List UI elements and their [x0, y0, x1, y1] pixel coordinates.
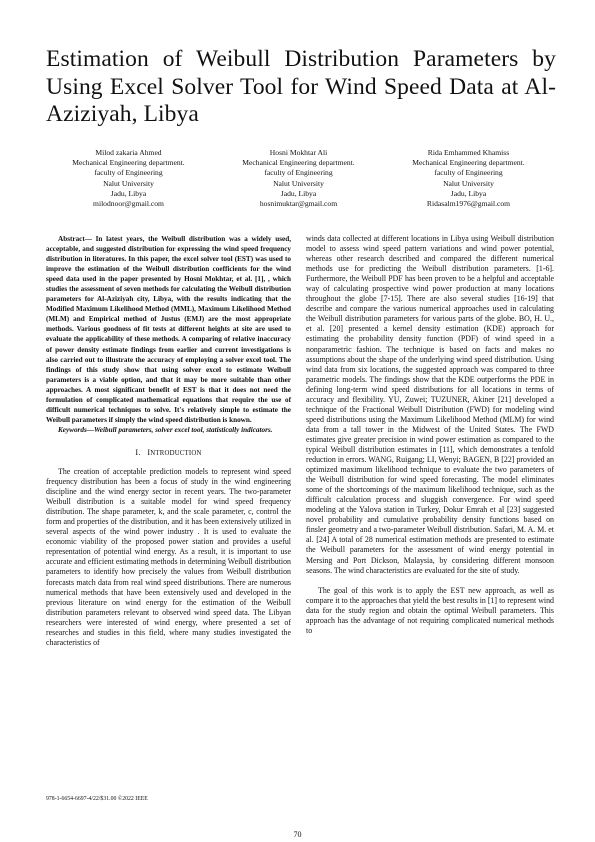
author-name: Hosni Mokhtar Ali — [269, 148, 328, 157]
author-faculty: faculty of Engineering — [264, 168, 333, 178]
author-email: hosnimuktar@gmail.com — [259, 199, 338, 209]
author-department: Mechanical Engineering department. — [412, 158, 525, 168]
author-location: Jadu, Libya — [110, 188, 147, 198]
body-paragraph: winds data collected at different locations in Libya using Weibull distribution model to assess wind speed pattern variations and wind power potential, whereas other research described and compared the different numerical methods use for predicting the Weibull distribution parameters. [1-6]. Furthermore, the Weibull PDF has been proven to be a helpful and acceptable way of calculating prospective wind power production at many locations throughout the globe [7-15]. There are also several studies [16-19] that describe and compare the various numerical approaches used in calculating the Weibull distribution parameters for various parts of the globe. BO, H. U., et al. [20] presented a kernel density estimation (KDE) approach for estimating the probability density function (PDF) of wind speed in a nonparametric fashion. The technique is based on facts and makes no assumptions about the shape of the underlying wind speed distribution. Using wind data from six locations, the suggested approach was compared to three parametric models. The findings show that the KDE outperforms the PDE in defining long-term wind speed distributions for all locations in terms of accuracy and flexibility. YU, Zuwei; TUZUNER, Akiner [21] developed a technique of the Fractional Weibull Distribution (FWD) for modeling wind speed distributions using the Maximum Likelihood Method (MLM) for wind data from a tall tower in the Midwest of the United States. The FWD estimates give greater precision in wind power estimation as compared to the typical Weibull distribution estimates in [11], which demonstrates a tenfold reduction in errors. WANG, Ruigang; LI, Wenyi; BAGEN, B [22] provided an optimized maximum likelihood technique to evaluate the two parameters of the Weibull distribution for wind speed forecasting. The model eliminates some of the shortcomings of the maximum likelihood technique, such as the difficult calculation process and sluggish convergence. For wind speed modeling at the Yalova station in Turkey, Dokur Emrah et al [23] suggested novel probability and cumulative probability density functions based on finsler geometry and a two-parameter Weibull distribution. Safari, M. A. M. et al. [24] A total of 28 numerical estimation methods are presented to estimate the Weibull parameters for the assessment of wind energy potential in Mersing and Port Dickson, Malaysia, by considering different monsoon seasons. The wind characteristics are evaluated for the site of study. — [306, 234, 554, 575]
keywords: Keywords—Weibull parameters, solver excel tool, statistically indicators. — [58, 425, 273, 434]
author-email: Ridasalm1976@gmail.com — [426, 199, 511, 209]
section-title-rest: NTRODUCTION — [150, 449, 202, 457]
introduction-paragraph: The creation of acceptable prediction models to represent wind speed frequency distribution has been a focus of study in the wind engineering discipline and the wind energy sector in recent years. The two-parameter Weibull distribution is a suitable model for wind speed frequency distribution. The shape parameter, k, and the scale parameter, c, control the form and properties of the distribution, and it has been extensively utilized in several aspects of the wind power industry . It is used to evaluate the economic viability of the proposed power station and provides a useful representation of potential wind energy. As a result, it is important to use accurate and efficient estimating methods in determining Weibull distribution parameters to identify how precisely the values from Weibull distribution forecasts match data from real wind speed distributions. There are numerous numerical methods that have been extensively used and developed in the previous literature on wind energy for the estimation of the Weibull distribution parameters relevant to observed wind speed data. The Libyan researchers were interested of wind energy, where presented a set of researches and studies in this field, where many studies investigated the characteristics of — [46, 466, 291, 647]
author-faculty: faculty of Engineering — [94, 168, 163, 178]
footer-isbn: 978-1-6654-6697-4/22/$31.00 ©2022 IEEE — [46, 796, 148, 802]
author-name: Milod zakaria Ahmed — [95, 148, 162, 157]
author-university: Nalut University — [443, 178, 494, 188]
section-heading-introduction — [46, 448, 291, 459]
author-location: Jadu, Libya — [280, 188, 317, 198]
left-column — [46, 234, 291, 648]
author-faculty: faculty of Engineering — [434, 168, 503, 178]
author-location: Jadu, Libya — [450, 188, 487, 198]
author-3 — [386, 148, 551, 209]
body-paragraph: The goal of this work is to apply the EST new approach, as well as compare it to the approaches that yield the best results in [1] to represent wind data for the study region and obtain the optimal Weibull parameters. This approach has the advantage of not requiring complicated numerical methods to — [306, 585, 554, 635]
author-university: Nalut University — [273, 178, 324, 188]
abstract: Abstract— In latest years, the Weibull distribution was a widely used, acceptable, and suggested distribution for expressing the wind speed frequency distribution in literatures. In this paper, the excel solver tool (EST) was used to improve the estimation of the Weibull distribution coefficients for the wind speed data used in the paper presented by Hosni Mokhtar, et al. [1], , which studies the assessment of seven methods for calculating the Weibull distribution parameters for Al-Aziziyah city, Libya, with the results indicating that the Modified Maximum Likelihood Method (MML), Maximum Likelihood Method (MLM) and Empirical method of Justus (EMJ) are the most appropriate methods. Various goodness of fit tests at different heights at site are used to evaluate the applicability of these methods. A comparing of relative inaccuracy of power density estimate findings from earlier and current investigations is also carried out to illustrate the accuracy of employing a solver excel tool. The findings of this study show that using solver excel to estimate Weibull parameters is a viable option, and that it may be more suitable than other approaches. A most significant benefit of EST is that it does not need the formulation of complicated mathematical equations that require the use of difficult numerical techniques to solve. It's relatively simple to estimate the Weibull parameters if simply the wind speed distribution is known. — [46, 235, 291, 424]
section-title-initial: I — [147, 447, 151, 457]
author-department: Mechanical Engineering department. — [242, 158, 355, 168]
paper-title: Estimation of Weibull Distribution Parameters by Using Excel Solver Tool for Wind Speed Data at Al-Aziziyah, Libya — [46, 46, 556, 127]
author-university: Nalut University — [103, 178, 154, 188]
author-name: Rida Emhammed Khamiss — [427, 148, 510, 157]
author-email: milodnoor@gmail.com — [93, 199, 164, 209]
author-1 — [46, 148, 211, 209]
section-numeral: I. — [135, 447, 141, 457]
author-2 — [216, 148, 381, 209]
author-department: Mechanical Engineering department. — [72, 158, 185, 168]
author-block — [46, 148, 551, 209]
right-column — [306, 234, 554, 636]
page-number: 70 — [293, 830, 302, 839]
